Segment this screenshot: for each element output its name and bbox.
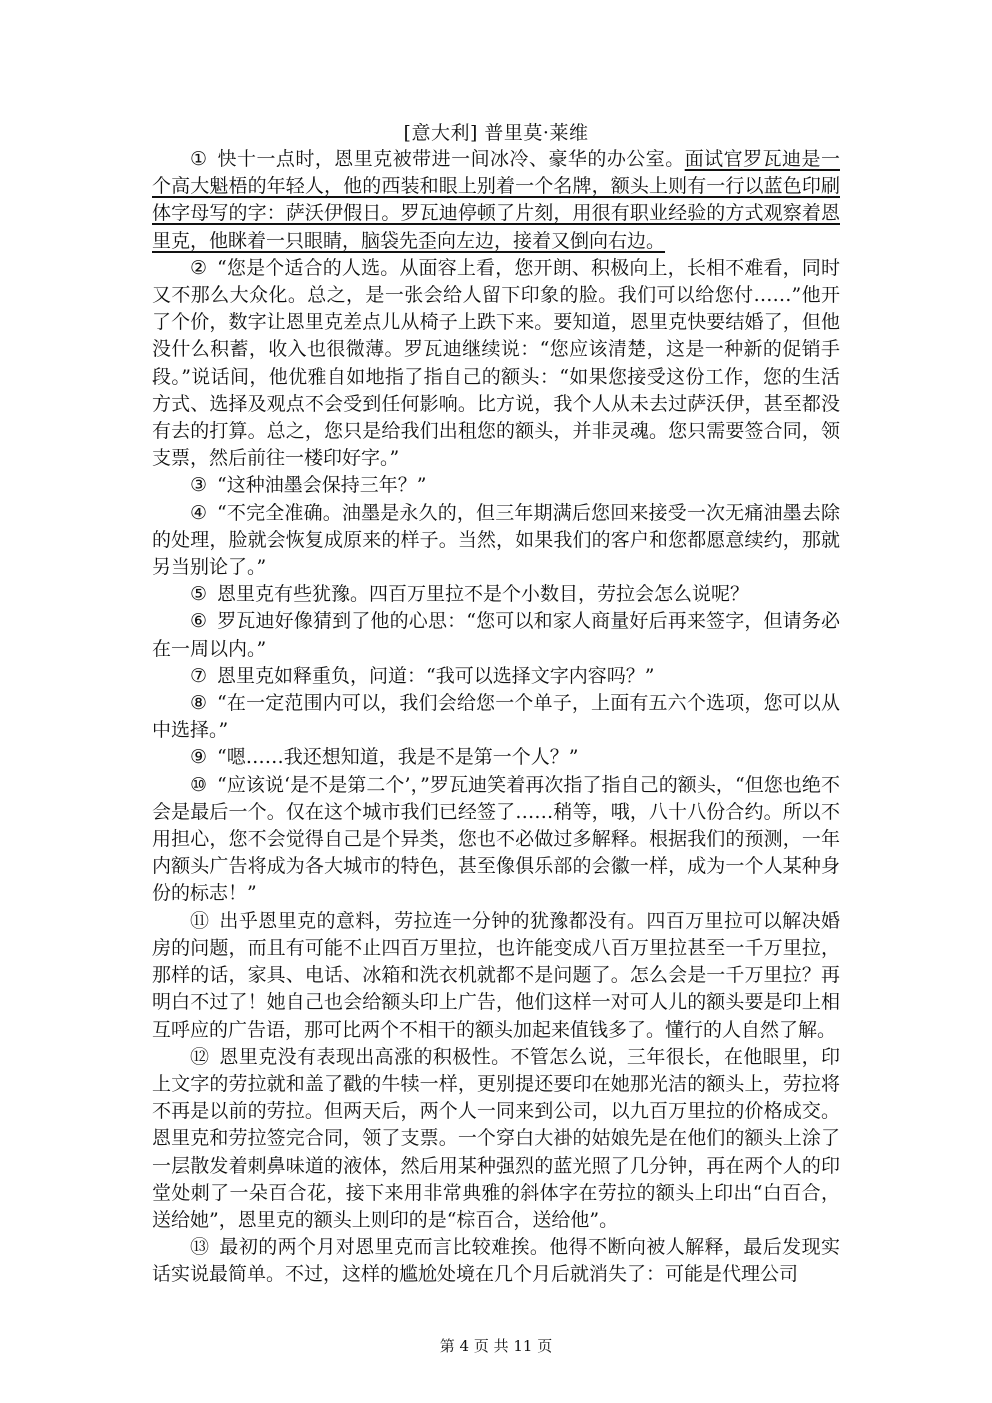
paragraph-2: [152, 255, 840, 473]
paragraph-12: [152, 1044, 840, 1234]
paragraph-number: ⑨: [190, 746, 208, 769]
underlined-passage: 面试官罗瓦迪是一个高大魁梧的年轻人，他的西装和眼上别着一个名牌，额头上则有一行以蓝色印刷体字母写的字：萨沃伊假日。罗瓦迪停顿了片刻，用很有职业经验的方式观察着恩里克，他眯着一只眼睛，脑袋先歪向左边，接着又倒向右边。: [152, 148, 840, 252]
paragraph-text: “嗯……我还想知道，我是不是第一个人？”: [217, 746, 579, 769]
article-body: [152, 120, 840, 1289]
paragraph-number: ⑤: [190, 583, 208, 606]
paragraph-number: ⑥: [190, 610, 208, 633]
paragraph-text: “这种油墨会保持三年？”: [217, 474, 427, 497]
paragraph-number: ⑪: [190, 909, 210, 932]
paragraph-number: ④: [190, 501, 208, 524]
paragraph-text: 恩里克如释重负，问道：“我可以选择文字内容吗？”: [217, 664, 655, 687]
paragraph-text: 罗瓦迪好像猜到了他的心思：“您可以和家人商量好后再来签字，但请务必在一周以内。”: [152, 610, 840, 660]
paragraph-number: ①: [190, 148, 208, 170]
paragraph-number: ②: [190, 256, 208, 279]
paragraph-5: [152, 581, 840, 608]
paragraph-text: “应该说‘是不是第二个’，”罗瓦迪笑着再次指了指自己的额头，“但您也绝不会是最后一个。仅在这个城市我们已经签了……稍等，哦，八十八份合约。所以不用担心，您不会觉得自己是个异类，您也不必做过多解释。根据我们的预测，一年内额头广告将成为各大城市的特色，甚至像俱乐部的会徽一样，成为一个人某种身份的标志！”: [152, 773, 840, 905]
paragraph-10: [152, 772, 840, 908]
paragraph-9: [152, 744, 840, 771]
paragraph-number: ⑬: [190, 1236, 210, 1259]
paragraph-text: “在一定范围内可以，我们会给您一个单子，上面有五六个选项，您可以从中选择。”: [152, 692, 840, 742]
paragraph-text: 快十一点时，恩里克被带进一间冰冷、豪华的办公室。: [217, 148, 685, 170]
paragraph-6: [152, 608, 840, 662]
paragraph-number: ⑦: [190, 664, 208, 687]
author-title: [意大利] 普里莫·莱维: [403, 122, 589, 144]
paragraph-text: “不完全准确。油墨是永久的，但三年期满后您回来接受一次无痛油墨去除的处理，脸就会恢复成原来的样子。当然，如果我们的客户和您都愿意续约，那就另当别论了。”: [152, 501, 840, 579]
paragraph-11: [152, 908, 840, 1044]
paragraph-13: [152, 1234, 840, 1288]
paragraph-number: ⑧: [190, 692, 208, 715]
paragraph-text: 恩里克没有表现出高涨的积极性。不管怎么说，三年很长，在他眼里，印上文字的劳拉就和盖了戳的牛犊一样，更别提还要印在她那光洁的额头上，劳拉将不再是以前的劳拉。但两天后，两个人一同来到公司，以九百万里拉的价格成交。恩里克和劳拉签完合同，领了支票。一个穿白大褂的姑娘先是在他们的额头上涂了一层散发着刺鼻味道的液体，然后用某种强烈的蓝光照了几分钟，再在两个人的印堂处刺了一朵百合花，接下来用非常典雅的斜体字在劳拉的额头上印出“白百合，送给她”，恩里克的额头上则印的是“棕百合，送给他”。: [152, 1045, 840, 1231]
paragraph-7: [152, 663, 840, 690]
paragraph-text: 最初的两个月对恩里克而言比较难挨。他得不断向被人解释，最后发现实话实说最简单。不过，这样的尴尬处境在几个月后就消失了：可能是代理公司: [152, 1236, 840, 1286]
paragraph-text: 出乎恩里克的意料，劳拉连一分钟的犹豫都没有。四百万里拉可以解决婚房的问题，而且有可能不止四百万里拉，也许能变成八百万里拉甚至一千万里拉，那样的话，家具、电话、冰箱和洗衣机就都不是问题了。怎么会是一千万里拉？再明白不过了！她自己也会给额头印上广告，他们这样一对可人儿的额头要是印上相互呼应的广告语，那可比两个不相干的额头加起来值钱多了。懂行的人自然了解。: [152, 909, 840, 1041]
paragraph-4: [152, 500, 840, 582]
paragraph-number: ⑫: [190, 1045, 210, 1068]
paragraph-text: “您是个适合的人选。从面容上看，您开朗、积极向上，长相不难看，同时又不那么大众化。总之，是一张会给人留下印象的脸。我们可以给您付……”他开了个价，数字让恩里克差点儿从椅子上跌下来。要知道，恩里克快要结婚了，但他没什么积蓄，收入也很微薄。罗瓦迪继续说：“您应该清楚，这是一种新的促销手段。”说话间，他优雅自如地指了指自己的额头：“如果您接受这份工作，您的生活方式、选择及观点不会受到任何影响。比方说，我个人从未去过萨沃伊，甚至都没有去的打算。总之，您只是给我们出租您的额头，并非灵魂。您只需要签合同，领支票，然后前往一楼印好字。”: [152, 256, 840, 470]
paragraph-8: [152, 690, 840, 744]
paragraph-number: ③: [190, 474, 208, 497]
paragraph-number: ⑩: [190, 773, 208, 796]
paragraph-3: [152, 472, 840, 499]
paragraph-text: 恩里克有些犹豫。四百万里拉不是个小数目，劳拉会怎么说呢？: [217, 583, 750, 606]
paragraph-1: [152, 146, 840, 255]
page-footer: 第 4 页 共 11 页: [439, 1337, 553, 1355]
